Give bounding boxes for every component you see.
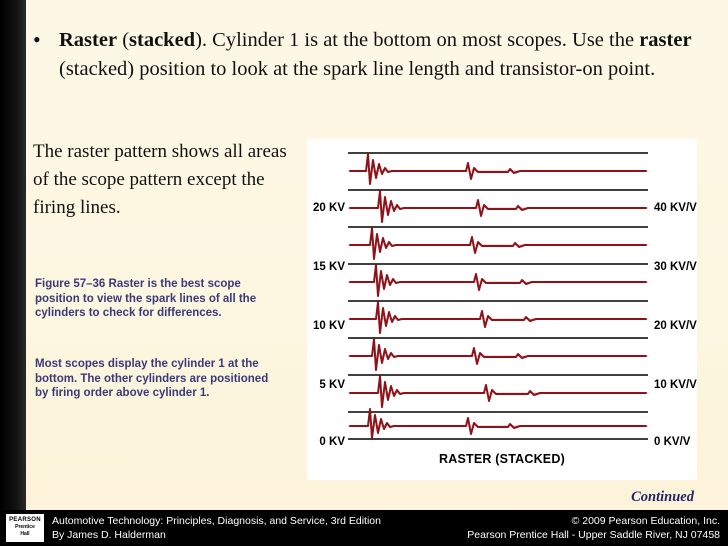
figure-note-text: Most scopes display the cylinder 1 at the bottom. The other cylinders are positioned by firing order above cylinder 1.: [35, 358, 269, 399]
scope-label-left-5kv: 5 KV: [319, 379, 345, 391]
scope-label-left-15kv: 15 KV: [313, 261, 345, 273]
pearson-logo: [6, 514, 44, 542]
pearson-logo-line3: Hall: [20, 531, 30, 537]
scope-label-left-0kv: 0 KV: [319, 436, 345, 448]
scope-background: [348, 144, 648, 444]
scope-figure: [307, 139, 697, 480]
bullet-seg6: (stacked) position to look at the spark line length and transistor-on point.: [59, 57, 656, 80]
scope-plot-area: [348, 144, 648, 444]
footer-author: By James D. Halderman: [52, 529, 166, 541]
left-edge-strip-gradient: [0, 0, 26, 510]
bullet-seg4: ). Cylinder 1 is at the bottom on most scopes. Use the: [195, 29, 640, 51]
bullet-seg2: (: [117, 29, 130, 51]
continued-label: Continued: [631, 489, 694, 505]
scope-label-right-10kvv: 10 KV/V: [654, 379, 697, 391]
body-paragraph: The raster pattern shows all areas of the scope pattern except the firing lines.: [33, 141, 287, 218]
scope-label-left-20kv: 20 KV: [313, 202, 345, 214]
scope-label-right-0kvv: 0 KV/V: [654, 436, 691, 448]
footer-right-text: [467, 514, 720, 542]
scope-label-right-20kvv: 20 KV/V: [654, 320, 697, 332]
scope-label-left-10kv: 10 KV: [313, 320, 345, 332]
slide-footer: [0, 510, 728, 546]
scope-label-right-40kvv: 40 KV/V: [654, 202, 697, 214]
figure-caption-text: Figure 57–36 Raster is the best scope position to view the spark lines of all the cylinders to check for differences.: [35, 278, 257, 319]
pearson-logo-line1: PEARSON: [9, 517, 41, 523]
pearson-logo-line2: Prentice: [15, 524, 35, 530]
bullet-text: [59, 26, 693, 83]
bullet-term-raster: Raster: [59, 29, 118, 51]
bullet-block: [33, 26, 693, 83]
footer-copyright: © 2009 Pearson Education, Inc.: [571, 515, 720, 527]
footer-book-title: Automotive Technology: Principles, Diagnosis, and Service, 3rd Edition: [52, 515, 381, 527]
scope-label-right-30kvv: 30 KV/V: [654, 261, 697, 273]
scope-figure-caption: RASTER (STACKED): [439, 452, 565, 466]
footer-left-text: [52, 514, 381, 542]
bullet-term-stacked: stacked: [129, 29, 196, 51]
left-edge-strip: [0, 0, 26, 510]
footer-publisher: Pearson Prentice Hall - Upper Saddle River, NJ 07458: [467, 529, 720, 541]
bullet-marker: •: [33, 27, 41, 52]
bullet-row: [33, 26, 693, 83]
scope-waveform-svg: [348, 144, 648, 444]
bullet-term-raster-2: raster: [639, 29, 692, 51]
